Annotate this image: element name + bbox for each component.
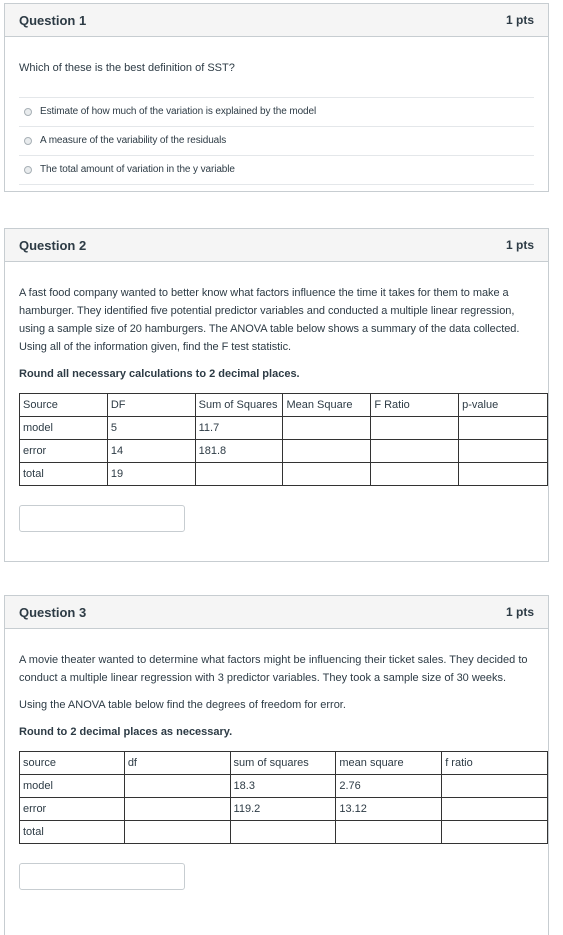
table-header: Mean Square [283, 394, 371, 417]
question-prompt: Using the ANOVA table below find the degrees of freedom for error. [19, 699, 346, 711]
question-text: A fast food company wanted to better know what factors influence the time it takes for them to make a hamburger. They identified five potential predictor variables and conducted a multiple linear regression, using a sample size of 20 hamburgers. The ANOVA table below shows a summary of the data collected. Using all of the information given, find the F test statistic. [19, 287, 520, 353]
table-header: source [20, 752, 125, 775]
table-cell: model [20, 775, 125, 798]
question-header [5, 4, 548, 37]
table-header: p-value [459, 394, 548, 417]
question-header [5, 229, 548, 262]
question-title: Question 3 [19, 604, 87, 620]
radio-button[interactable] [24, 166, 32, 174]
question-body [5, 284, 548, 532]
question-title: Question 2 [19, 237, 87, 253]
table-cell [371, 440, 459, 463]
table-cell [283, 417, 371, 440]
question-text: Which of these is the best definition of SST? [19, 62, 235, 74]
table-row [20, 798, 548, 821]
table-cell [442, 798, 548, 821]
anova-table [19, 393, 548, 486]
table-header-row [20, 394, 548, 417]
answer-label: The total amount of variation in the y variable [40, 164, 235, 175]
table-header: Source [20, 394, 108, 417]
question-header [5, 596, 548, 629]
radio-button[interactable] [24, 137, 32, 145]
table-header: mean square [336, 752, 442, 775]
table-header: F Ratio [371, 394, 459, 417]
table-cell: model [20, 417, 108, 440]
table-cell [459, 440, 548, 463]
table-cell [459, 463, 548, 486]
table-cell [371, 463, 459, 486]
table-cell [459, 417, 548, 440]
question-points: 1 pts [505, 605, 534, 619]
rounding-instruction: Round to 2 decimal places as necessary. [19, 726, 233, 738]
question-title: Question 1 [19, 12, 87, 28]
table-cell: 18.3 [230, 775, 336, 798]
answer-label: A measure of the variability of the residuals [40, 135, 227, 146]
table-cell [371, 417, 459, 440]
answer-option[interactable] [19, 155, 534, 185]
table-cell [124, 775, 230, 798]
anova-table [19, 751, 548, 844]
table-cell: total [20, 821, 125, 844]
table-cell [442, 821, 548, 844]
table-header: df [124, 752, 230, 775]
table-cell [336, 821, 442, 844]
answer-input[interactable] [19, 505, 185, 532]
table-cell: error [20, 440, 108, 463]
table-cell: 2.76 [336, 775, 442, 798]
table-cell [442, 775, 548, 798]
table-header: DF [107, 394, 195, 417]
answer-label: Estimate of how much of the variation is explained by the model [40, 106, 317, 117]
table-cell: 11.7 [195, 417, 283, 440]
table-cell: total [20, 463, 108, 486]
table-cell [230, 821, 336, 844]
table-cell: 5 [107, 417, 195, 440]
table-row [20, 463, 548, 486]
answer-input[interactable] [19, 863, 185, 890]
question-3 [4, 595, 549, 935]
question-2 [4, 228, 549, 562]
table-header: Sum of Squares [195, 394, 283, 417]
table-cell: 14 [107, 440, 195, 463]
answer-option[interactable] [19, 126, 534, 155]
table-row [20, 775, 548, 798]
table-cell: 181.8 [195, 440, 283, 463]
question-points: 1 pts [505, 238, 534, 252]
table-cell [283, 463, 371, 486]
table-header-row [20, 752, 548, 775]
table-row [20, 821, 548, 844]
table-cell [283, 440, 371, 463]
table-row [20, 440, 548, 463]
table-cell [124, 821, 230, 844]
table-cell: 19 [107, 463, 195, 486]
question-text: A movie theater wanted to determine what factors might be influencing their ticket sales. They decided to conduct a multiple linear regression with 3 predictor variables. They took a sample size of 30 weeks. [19, 654, 528, 684]
question-body [5, 59, 548, 185]
radio-button[interactable] [24, 108, 32, 116]
table-header: f ratio [442, 752, 548, 775]
rounding-instruction: Round all necessary calculations to 2 decimal places. [19, 368, 300, 380]
question-body [5, 651, 548, 890]
question-1 [4, 3, 549, 192]
table-cell: error [20, 798, 125, 821]
table-cell [124, 798, 230, 821]
table-row [20, 417, 548, 440]
table-cell [195, 463, 283, 486]
table-cell: 119.2 [230, 798, 336, 821]
table-header: sum of squares [230, 752, 336, 775]
question-points: 1 pts [505, 13, 534, 27]
table-cell: 13.12 [336, 798, 442, 821]
answer-option[interactable] [19, 97, 534, 126]
answer-list [19, 97, 534, 185]
